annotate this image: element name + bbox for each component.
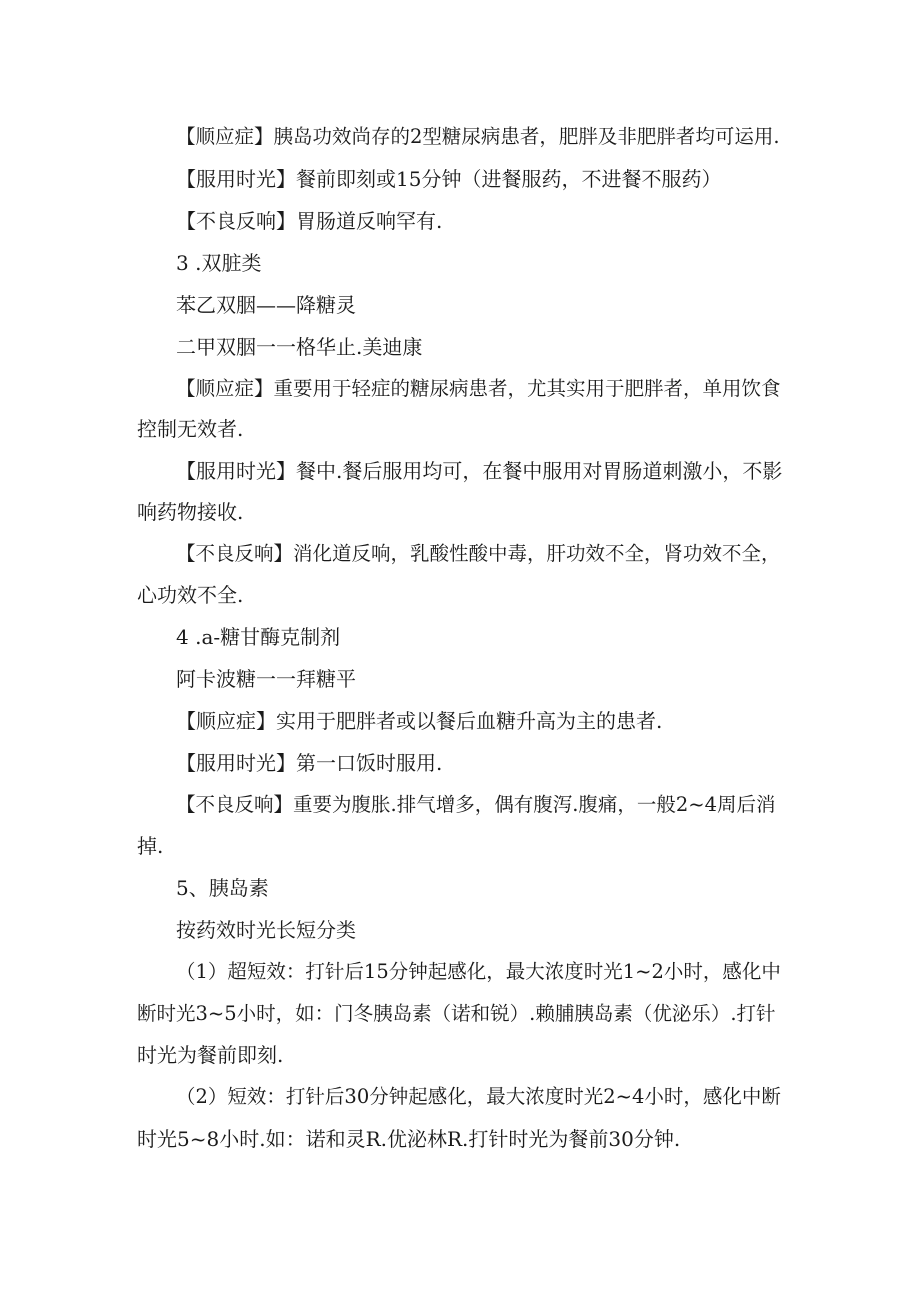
text-line-21: （1）超短效：打针后15分钟起感化，最大浓度时光1~2小时，感化中 bbox=[176, 960, 781, 983]
section-heading-4: 4 .a-糖甘酶克制剂 bbox=[176, 625, 341, 649]
text-line-1: 【顺应症】胰岛功效尚存的2型糖尿病患者，肥胖及非肥胖者均可运用. bbox=[176, 125, 780, 148]
text-line-7: 【顺应症】重要用于轻症的糖尿病患者，尤其实用于肥胖者，单用饮食 bbox=[176, 377, 781, 400]
text-line-16: 【服用时光】第一口饭时服用. bbox=[176, 751, 443, 775]
text-line-24: （2）短效：打针后30分钟起感化，最大浓度时光2~4小时，感化中断 bbox=[176, 1085, 781, 1108]
text-line-9: 【服用时光】餐中.餐后服用均可，在餐中服用对胃肠道刺激小，不影 bbox=[176, 459, 783, 483]
text-line-25: 时光5~8小时.如：诺和灵R.优泌林R.打针时光为餐前30分钟. bbox=[137, 1127, 681, 1151]
text-line-20: 按药效时光长短分类 bbox=[176, 918, 356, 942]
section-heading-5: 5、胰岛素 bbox=[176, 876, 269, 900]
section-heading-3: 3 .双脏类 bbox=[176, 251, 262, 275]
text-line-12: 心功效不全. bbox=[137, 583, 244, 607]
text-line-15: 【顺应症】实用于肥胖者或以餐后血糖升高为主的患者. bbox=[176, 709, 663, 733]
text-line-17: 【不良反响】重要为腹胀.排气增多，偶有腹泻.腹痛，一般2~4周后消 bbox=[176, 793, 776, 816]
text-line-5: 苯乙双胭——降糖灵 bbox=[176, 293, 356, 317]
text-line-2: 【服用时光】餐前即刻或15分钟（进餐服药，不进餐不服药） bbox=[176, 167, 722, 191]
text-line-8: 控制无效者. bbox=[137, 417, 244, 441]
text-line-22: 断时光3~5小时，如：门冬胰岛素（诺和锐）.赖脯胰岛素（优泌乐）.打针 bbox=[137, 1002, 776, 1025]
text-line-14: 阿卡波糖一一拜糖平 bbox=[176, 667, 356, 691]
text-line-3: 【不良反响】胃肠道反响罕有. bbox=[176, 209, 443, 233]
text-line-6: 二甲双胭一一格华止.美迪康 bbox=[176, 335, 423, 359]
text-line-11: 【不良反响】消化道反响，乳酸性酸中毒，肝功效不全，肾功效不全， bbox=[176, 542, 781, 565]
text-line-23: 时光为餐前即刻. bbox=[137, 1043, 284, 1067]
text-line-18: 掉. bbox=[137, 834, 164, 858]
text-line-10: 响药物接收. bbox=[137, 500, 244, 524]
